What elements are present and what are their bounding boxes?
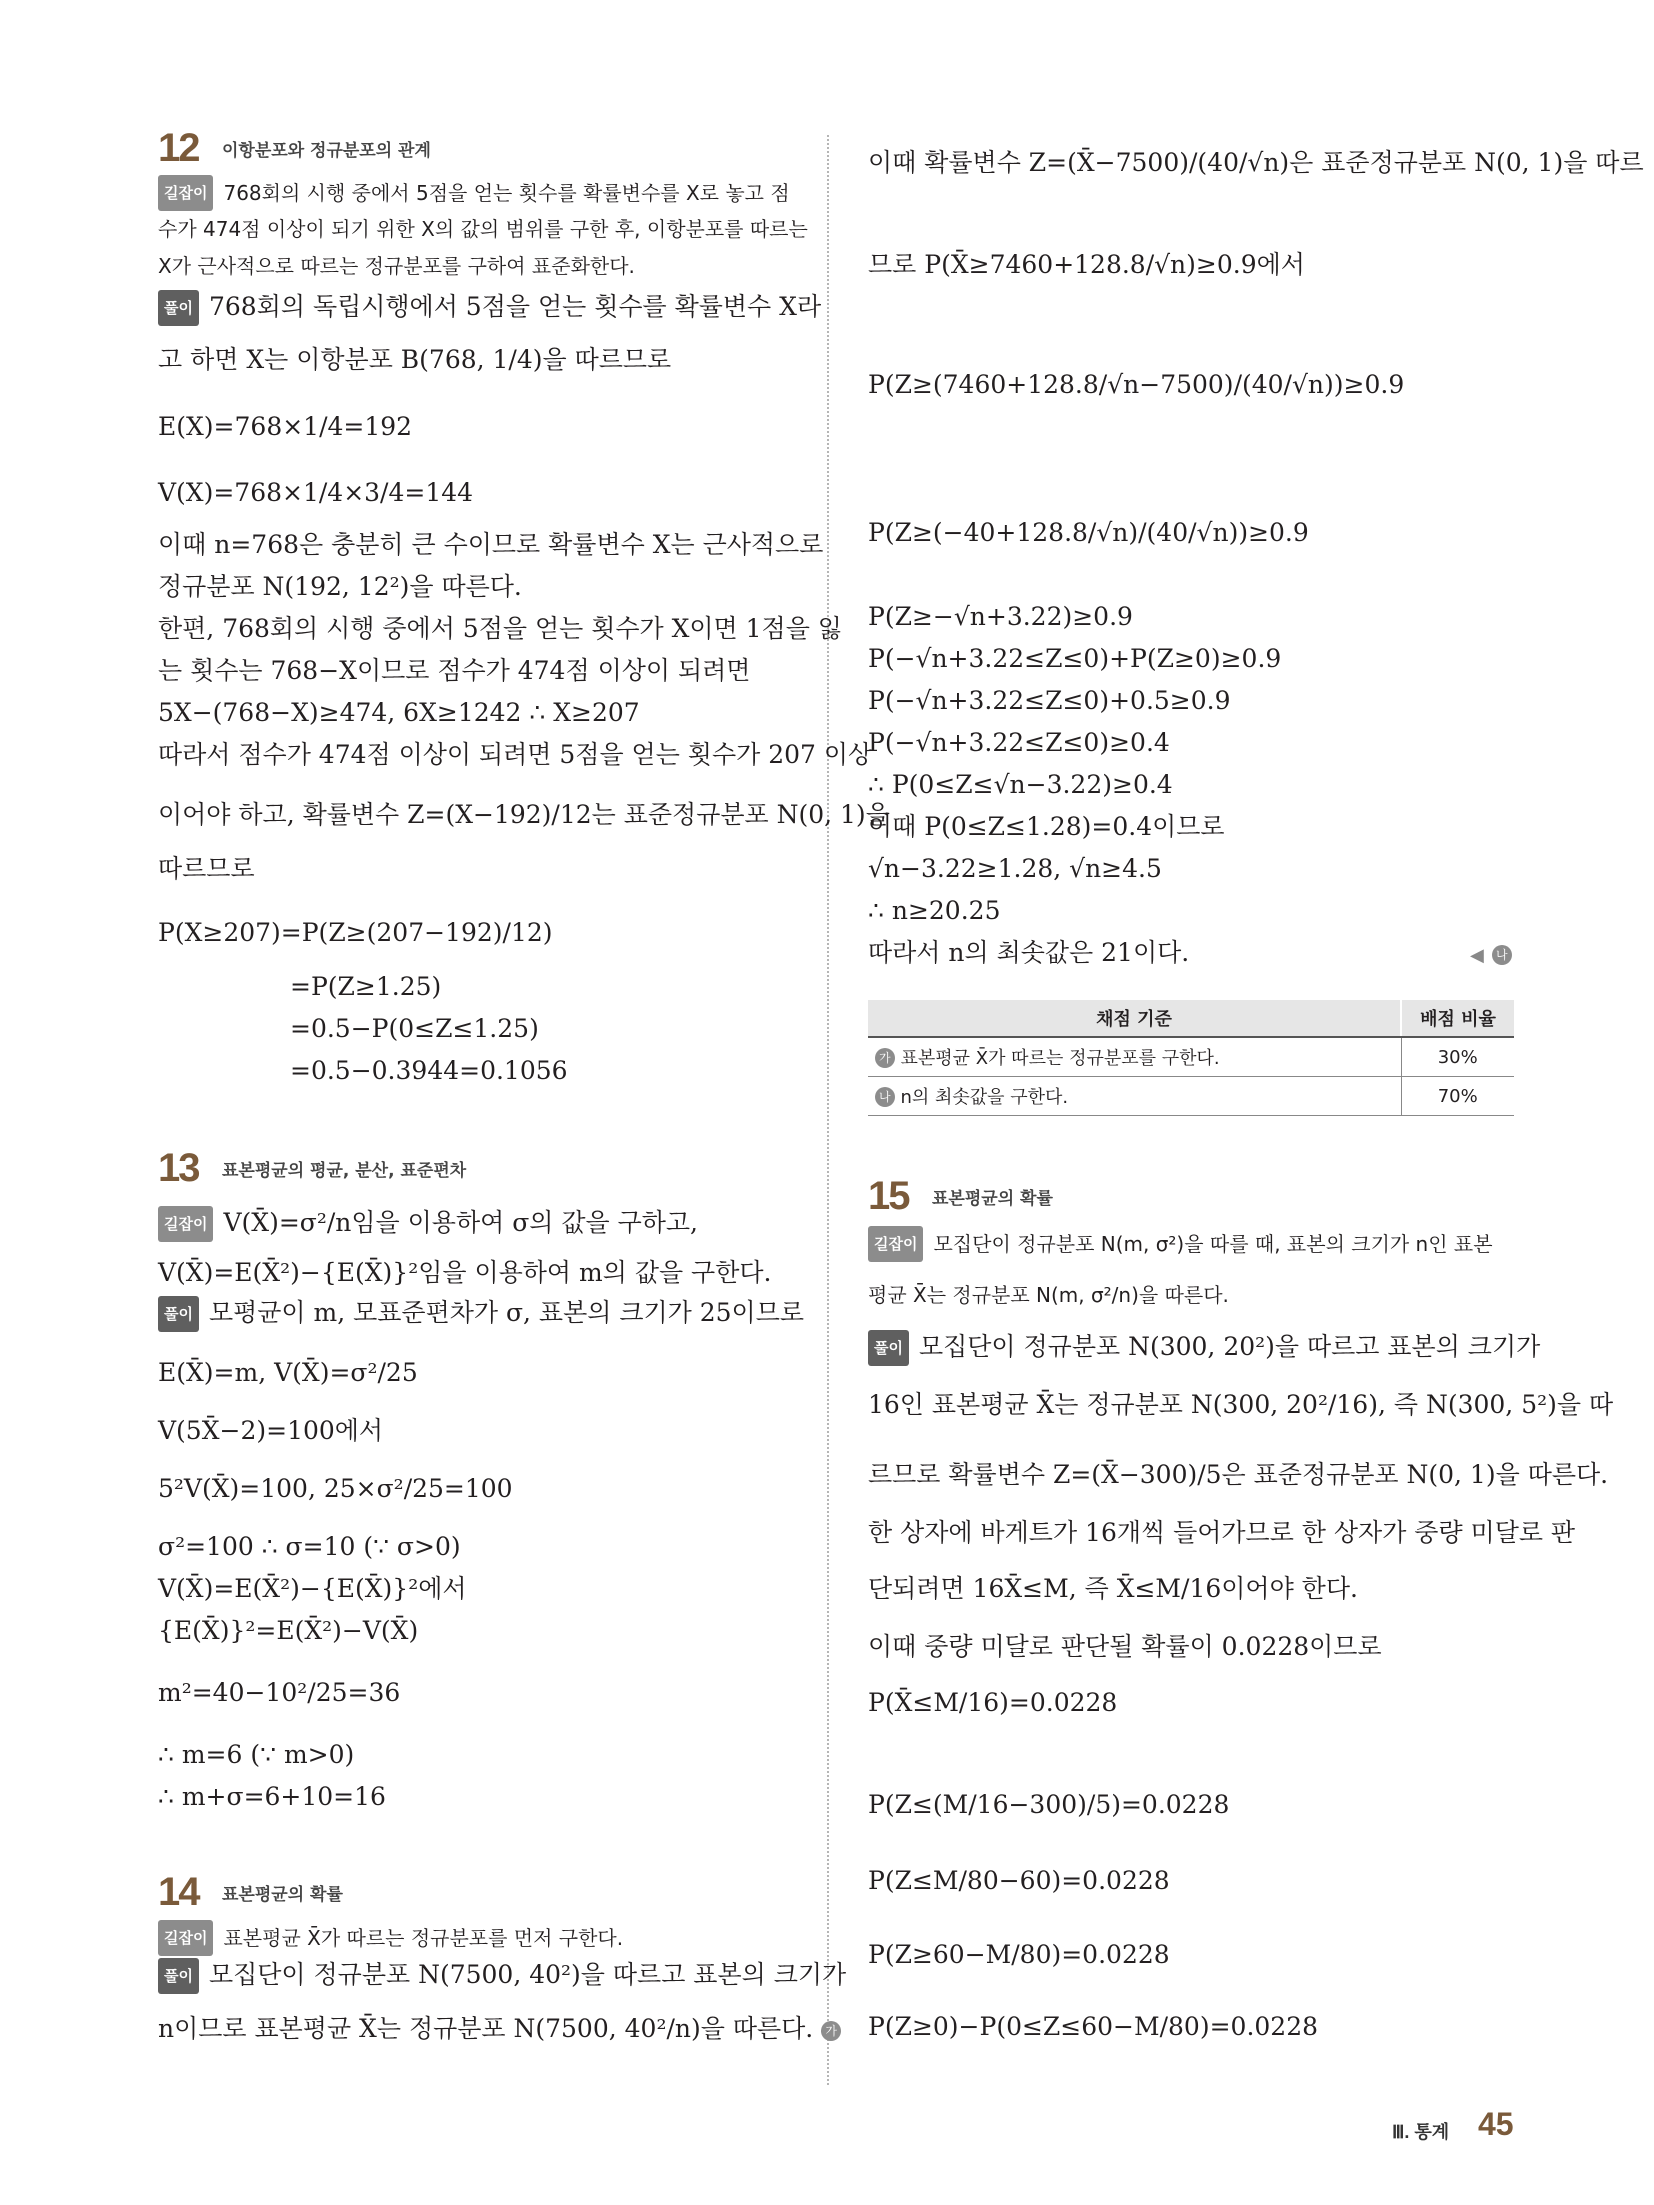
p15-line-6: 한 상자에 바게트가 16개씩 들어가므로 한 상자가 중량 미달로 판 — [868, 1518, 1576, 1547]
marker-ga: 가 — [821, 2021, 841, 2041]
p12-line-19: =0.5−0.3944=0.1056 — [290, 1056, 568, 1085]
p13-guide-line-1 — [158, 1206, 698, 1242]
p15-text: 모집단이 정규분포 N(300, 20²)을 따르고 표본의 크기가 — [918, 1332, 1541, 1361]
p14-line-13: 이때 P(0≤Z≤1.28)=0.4이므로 — [868, 812, 1225, 841]
p12-guide-line-3: X가 근사적으로 따르는 정규분포를 구하여 표준화한다. — [158, 254, 635, 278]
p15-line-4: 16인 표본평균 X̄는 정규분포 N(300, 20²/16), 즉 N(300, 5²)을 따 — [868, 1390, 1614, 1419]
problem-12-number: 12 — [158, 126, 199, 170]
solution-tag: 풀이 — [158, 1296, 199, 1332]
p13-line-11: ∴ m=6 (∵ m>0) — [158, 1740, 355, 1769]
p12-line-9: 정규분포 N(192, 12²)을 따른다. — [158, 572, 522, 601]
solution-tag: 풀이 — [868, 1330, 909, 1366]
grading-criteria-cell — [868, 1077, 1401, 1116]
p15-line-12: P(Z≥60−M/80)=0.0228 — [868, 1940, 1170, 1969]
p14-line-14: √n−3.22≥1.28, √n≥4.5 — [868, 854, 1162, 883]
p15-sol-line — [868, 1330, 1540, 1366]
p13-line-4: E(X̄)=m, V(X̄)=σ²/25 — [158, 1358, 418, 1387]
p14-line-5: 므로 P(X̄≥7460+128.8/√n)≥0.9에서 — [868, 250, 1305, 279]
p15-line-8: 이때 중량 미달로 판단될 확률이 0.0228이므로 — [868, 1632, 1382, 1661]
p13-line-10: m²=40−10²/25=36 — [158, 1678, 401, 1707]
grading-ratio-cell: 30% — [1401, 1037, 1514, 1077]
p12-text: 768회의 시행 중에서 5점을 얻는 횟수를 확률변수를 X로 놓고 점 — [223, 181, 790, 205]
p14-line-10: P(−√n+3.22≤Z≤0)+0.5≥0.9 — [868, 686, 1231, 715]
p12-line-18: =0.5−P(0≤Z≤1.25) — [290, 1014, 539, 1043]
p12-line-7: V(X)=768×1/4×3/4=144 — [158, 478, 474, 507]
problem-15-number: 15 — [868, 1174, 909, 1218]
marker-na: 나 — [875, 1087, 895, 1107]
guide-tag: 길잡이 — [868, 1226, 923, 1262]
p12-sol-line-1 — [158, 290, 821, 326]
p12-line-10: 한편, 768회의 시행 중에서 5점을 얻는 횟수가 X이면 1점을 잃 — [158, 614, 842, 643]
grading-criteria-cell — [868, 1037, 1401, 1077]
p12-line-8: 이때 n=768은 충분히 큰 수이므로 확률변수 X는 근사적으로 — [158, 530, 824, 559]
p14-line-4: 이때 확률변수 Z=(X̄−7500)/(40/√n)은 표준정규분포 N(0, 1)을 따르 — [868, 148, 1644, 177]
p14-line-3 — [158, 2012, 841, 2046]
grading-row — [868, 1037, 1514, 1077]
p13-text: 모평균이 m, 모표준편차가 σ, 표본의 크기가 25이므로 — [208, 1298, 804, 1327]
p14-sol-line — [158, 1958, 846, 1994]
guide-tag: 길잡이 — [158, 175, 213, 211]
p15-guide-line-2: 평균 X̄는 정규분포 N(m, σ²/n)을 따른다. — [868, 1283, 1229, 1307]
p14-line-9: P(−√n+3.22≤Z≤0)+P(Z≥0)≥0.9 — [868, 644, 1282, 673]
p14-line-8: P(Z≥−√n+3.22)≥0.9 — [868, 602, 1133, 631]
guide-tag: 길잡이 — [158, 1920, 213, 1956]
p14-line-12: ∴ P(0≤Z≤√n−3.22)≥0.4 — [868, 770, 1173, 799]
p14-line-11: P(−√n+3.22≤Z≤0)≥0.4 — [868, 728, 1170, 757]
p13-line-7: σ²=100 ∴ σ=10 (∵ σ>0) — [158, 1532, 461, 1561]
guide-tag: 길잡이 — [158, 1206, 213, 1242]
p12-guide-line-2: 수가 474점 이상이 되기 위한 X의 값의 범위를 구한 후, 이항분포를 따르는 — [158, 217, 808, 241]
p12-line-14: 이어야 하고, 확률변수 Z=(X−192)/12는 표준정규분포 N(0, 1)을 — [158, 800, 890, 829]
left-arrow-icon: ◀ — [1470, 945, 1484, 966]
p14-text: 모집단이 정규분포 N(7500, 40²)을 따르고 표본의 크기가 — [208, 1960, 847, 1989]
solution-tag: 풀이 — [158, 290, 199, 326]
marker-ga: 가 — [875, 1048, 895, 1068]
problem-13-number: 13 — [158, 1146, 199, 1190]
criteria-text: 표본평균 X̄가 따르는 정규분포를 구한다. — [900, 1048, 1220, 1069]
p15-line-9: P(X̄≤M/16)=0.0228 — [868, 1688, 1118, 1717]
p15-line-11: P(Z≤M/80−60)=0.0228 — [868, 1866, 1170, 1895]
p12-line-13: 따라서 점수가 474점 이상이 되려면 5점을 얻는 횟수가 207 이상 — [158, 740, 873, 769]
column-divider — [827, 135, 829, 2085]
grading-header-ratio: 배점 비율 — [1401, 1000, 1514, 1037]
p14-line-16: 따라서 n의 최솟값은 21이다. — [868, 938, 1190, 967]
p12-line-15: 따르므로 — [158, 854, 255, 883]
grading-header-criteria: 채점 기준 — [868, 1000, 1401, 1037]
p12-guide-line-1 — [158, 175, 790, 211]
p14-line-15: ∴ n≥20.25 — [868, 896, 1001, 925]
p14-text: 표본평균 X̄가 따르는 정규분포를 먼저 구한다. — [223, 1926, 624, 1950]
p15-line-7: 단되려면 16X̄≤M, 즉 X̄≤M/16이어야 한다. — [868, 1574, 1358, 1603]
marker-na: 나 — [1492, 945, 1512, 965]
criteria-text: n의 최솟값을 구한다. — [900, 1087, 1069, 1108]
p13-line-8: V(X̄)=E(X̄²)−{E(X̄)}²에서 — [158, 1574, 467, 1603]
p12-line-6: E(X)=768×1/4=192 — [158, 412, 413, 441]
p14-line-6: P(Z≥(7460+128.8/√n−7500)/(40/√n))≥0.9 — [868, 370, 1405, 399]
p14-guide-line — [158, 1920, 623, 1956]
grading-row — [868, 1077, 1514, 1116]
p12-line-17: =P(Z≥1.25) — [290, 972, 442, 1001]
problem-14-number: 14 — [158, 1870, 199, 1914]
p13-line-5: V(5X̄−2)=100에서 — [158, 1416, 384, 1445]
p15-line-10: P(Z≤(M/16−300)/5)=0.0228 — [868, 1790, 1230, 1819]
problem-13-title: 표본평균의 평균, 분산, 표준편차 — [222, 1161, 467, 1181]
p15-line-13: P(Z≥0)−P(0≤Z≤60−M/80)=0.0228 — [868, 2012, 1319, 2041]
p12-line-11: 는 횟수는 768−X이므로 점수가 474점 이상이 되려면 — [158, 656, 751, 685]
footer-section: Ⅲ. 통계 — [1392, 2122, 1450, 2142]
problem-14-title: 표본평균의 확률 — [222, 1885, 343, 1905]
p15-text: 모집단이 정규분포 N(m, σ²)을 따를 때, 표본의 크기가 n인 표본 — [933, 1232, 1493, 1256]
p12-line-12: 5X−(768−X)≥474, 6X≥1242 ∴ X≥207 — [158, 698, 640, 727]
problem-12-title: 이항분포와 정규분포의 관계 — [222, 141, 431, 161]
p13-text: V(X̄)=σ²/n임을 이용하여 σ의 값을 구하고, — [223, 1208, 699, 1237]
p13-line-12: ∴ m+σ=6+10=16 — [158, 1782, 386, 1811]
p12-line-5: 고 하면 X는 이항분포 B(768, 1/4)을 따르므로 — [158, 345, 672, 374]
grading-table — [868, 1000, 1514, 1116]
p15-guide-line-1 — [868, 1226, 1493, 1262]
p14-line-7: P(Z≥(−40+128.8/√n)/(40/√n))≥0.9 — [868, 518, 1309, 547]
grading-header-row — [868, 1000, 1514, 1037]
solution-tag: 풀이 — [158, 1958, 199, 1994]
p14-text: n이므로 표본평균 X̄는 정규분포 N(7500, 40²/n)을 따른다. — [158, 2014, 814, 2043]
p13-line-9: {E(X̄)}²=E(X̄²)−V(X̄) — [158, 1616, 419, 1645]
p15-line-5: 르므로 확률변수 Z=(X̄−300)/5은 표준정규분포 N(0, 1)을 따른다. — [868, 1460, 1609, 1489]
grading-ratio-cell: 70% — [1401, 1077, 1514, 1116]
p12-text: 768회의 독립시행에서 5점을 얻는 횟수를 확률변수 X라 — [208, 292, 822, 321]
p13-sol-line — [158, 1296, 804, 1332]
page-number: 45 — [1478, 2106, 1514, 2142]
marker-na-wrap — [1470, 936, 1512, 973]
p13-line-6: 5²V(X̄)=100, 25×σ²/25=100 — [158, 1474, 513, 1503]
p12-line-16: P(X≥207)=P(Z≥(207−192)/12) — [158, 918, 553, 947]
problem-15-title: 표본평균의 확률 — [932, 1189, 1053, 1209]
p13-line-2: V(X̄)=E(X̄²)−{E(X̄)}²임을 이용하여 m의 값을 구한다. — [158, 1258, 772, 1287]
